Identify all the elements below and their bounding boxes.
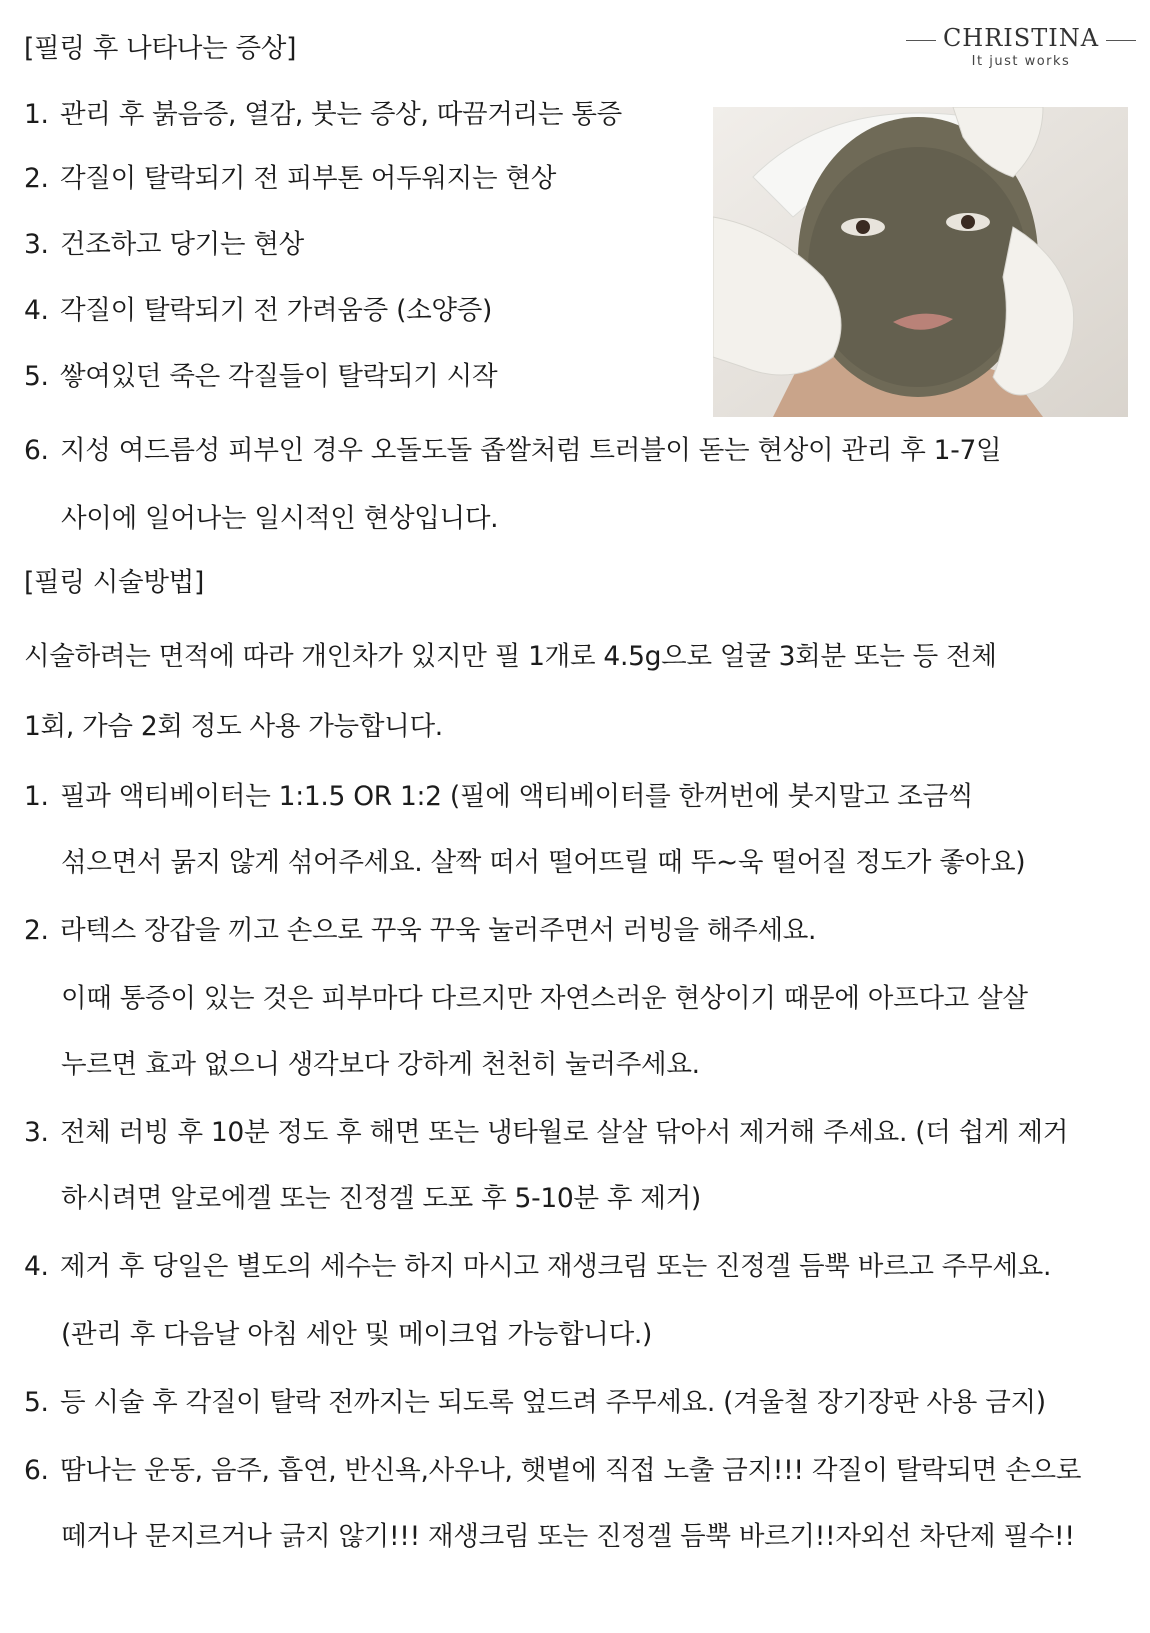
method-item-continuation: 떼거나 문지르거나 긁지 않기!!! 재생크림 또는 진정겔 듬뿍 바르기!!자외선 차단제 필수!! (61, 1521, 1075, 1552)
item-text: 관리 후 붉음증, 열감, 붓는 증상, 따끔거리는 통증 (60, 99, 622, 130)
symptom-item (24, 360, 497, 394)
item-text: 제거 후 당일은 별도의 세수는 하지 마시고 재생크림 또는 진정겔 듬뿍 바르고 주무세요. (60, 1251, 1052, 1282)
symptoms-header: [필링 후 나타나는 증상] (24, 33, 297, 64)
item-text: 건조하고 당기는 현상 (60, 229, 304, 260)
item-number: 6. (24, 435, 49, 466)
item-number: 3. (24, 1117, 49, 1148)
item-text: 땀나는 운동, 음주, 흡연, 반신욕,사우나, 햇볕에 직접 노출 금지!!! 각질이 탈락되면 손으로 (60, 1455, 1082, 1486)
method-item-continuation: 이때 통증이 있는 것은 피부마다 다르지만 자연스러운 현상이기 때문에 아프다고 살살 (61, 983, 1028, 1014)
method-item-continuation: 하시려면 알로에겔 또는 진정겔 도포 후 5-10분 후 제거) (61, 1183, 701, 1214)
peeling-treatment-photo (713, 107, 1128, 417)
item-number: 5. (24, 361, 49, 392)
item-text: 쌓여있던 죽은 각질들이 탈락되기 시작 (60, 361, 498, 392)
method-item (24, 1250, 1051, 1284)
item-text: 지성 여드름성 피부인 경우 오돌도돌 좁쌀처럼 트러블이 돋는 현상이 관리 후 1-7일 (60, 435, 1002, 466)
item-number: 6. (24, 1455, 49, 1486)
item-number: 1. (24, 99, 49, 130)
item-number: 2. (24, 163, 49, 194)
brand-logo (906, 24, 1136, 74)
method-item (24, 1386, 1046, 1420)
method-item-continuation: (관리 후 다음날 아침 세안 및 메이크업 가능합니다.) (61, 1319, 653, 1350)
item-number: 1. (24, 781, 49, 812)
item-number: 3. (24, 229, 49, 260)
item-text: 각질이 탈락되기 전 피부톤 어두워지는 현상 (60, 163, 556, 194)
item-number: 4. (24, 1251, 49, 1282)
item-text: 필과 액티베이터는 1:1.5 OR 1:2 (필에 액티베이터를 한꺼번에 붓지말고 조금씩 (60, 781, 974, 812)
method-item (24, 914, 816, 948)
method-header: [필링 시술방법] (24, 567, 204, 598)
method-item-continuation: 섞으면서 묽지 않게 섞어주세요. 살짝 떠서 떨어뜨릴 때 뚜~욱 떨어질 정도가 좋아요) (61, 847, 1026, 878)
symptom-item (24, 434, 1001, 468)
item-number: 5. (24, 1387, 49, 1418)
symptom-item (24, 228, 304, 262)
symptom-item (24, 162, 556, 196)
logo-tagline: It just works (971, 54, 1071, 69)
symptom-item (24, 294, 492, 328)
symptom-item (24, 98, 622, 132)
item-number: 2. (24, 915, 49, 946)
method-item (24, 1116, 1068, 1150)
method-item (24, 1454, 1081, 1488)
item-text: 전체 러빙 후 10분 정도 후 해면 또는 냉타월로 살살 닦아서 제거해 주세요. (더 쉽게 제거 (60, 1117, 1069, 1148)
item-text: 등 시술 후 각질이 탈락 전까지는 되도록 엎드려 주무세요. (겨울철 장기장판 사용 금지) (60, 1387, 1046, 1418)
method-item (24, 780, 973, 814)
item-text: 각질이 탈락되기 전 가려움증 (소양증) (60, 295, 493, 326)
item-text: 라텍스 장갑을 끼고 손으로 꾸욱 꾸욱 눌러주면서 러빙을 해주세요. (60, 915, 817, 946)
logo-brand: CHRISTINA (942, 24, 1100, 52)
item-number: 4. (24, 295, 49, 326)
method-item-continuation: 누르면 효과 없으니 생각보다 강하게 천천히 눌러주세요. (61, 1049, 700, 1080)
symptom-item-continuation: 사이에 일어나는 일시적인 현상입니다. (61, 503, 499, 534)
method-intro-line: 1회, 가슴 2회 정도 사용 가능합니다. (24, 711, 443, 742)
face-illustration (713, 107, 1128, 417)
method-intro-line: 시술하려는 면적에 따라 개인차가 있지만 필 1개로 4.5g으로 얼굴 3회분 또는 등 전체 (24, 641, 997, 672)
